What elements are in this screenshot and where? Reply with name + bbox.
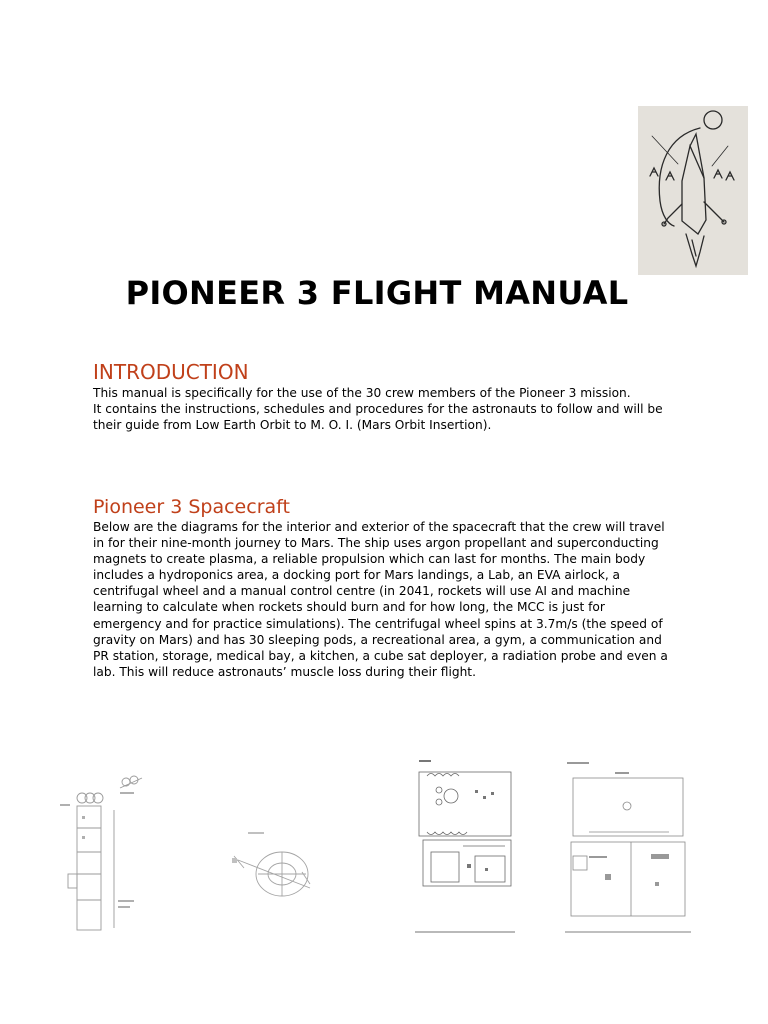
centrifugal-wheel-sketch-image	[182, 812, 348, 932]
exterior-sketch-image	[30, 770, 152, 933]
exterior-sketch-icon	[30, 770, 152, 933]
rocket-sketch-icon	[638, 106, 748, 275]
wheel-sketch-icon	[182, 812, 348, 932]
spacecraft-heading: Pioneer 3 Spacecraft	[93, 496, 290, 518]
lab-medical-sketch-image	[565, 758, 691, 934]
introduction-heading: INTRODUCTION	[93, 360, 249, 384]
interior-sketch-icon	[415, 756, 515, 934]
spacecraft-paragraph: Below are the diagrams for the interior and exterior of the spacecraft that the crew will travel in for their nine-month journey to Mars. The ship uses argon propellant and superconducting magnets to create plasma, a reliable propulsion which can last for months. The main body includes a hydroponics area, a docking port for Mars landings, a Lab, an EVA airlock, a centrifugal wheel and a manual control centre (in 2041, rockets will use AI and machine learning to calculate when rockets should burn and for how long, the MCC is just for emergency and for practice simulations). The centrifugal wheel spins at 3.7m/s (the speed of gravity on Mars) and has 30 sleeping pods, a recreational area, a gym, a communication and PR station, storage, medical bay, a kitchen, a cube sat deployer, a radiation probe and even a lab. This will reduce astronauts’ muscle loss during their flight.	[93, 520, 668, 679]
introduction-line-2: It contains the instructions, schedules and procedures for the astronauts to follow and will be their guide from Low Earth Orbit to M. O. I. (Mars Orbit Insertion).	[93, 402, 663, 433]
document-title: PIONEER 3 FLIGHT MANUAL	[125, 274, 629, 312]
introduction-paragraph	[93, 385, 673, 433]
introduction-line-1: This manual is specifically for the use of the 30 crew members of the Pioneer 3 mission.	[93, 386, 631, 400]
interior-sketch-image	[415, 756, 515, 934]
mission-patch-image	[638, 106, 748, 275]
lab-medical-sketch-icon	[565, 758, 691, 934]
